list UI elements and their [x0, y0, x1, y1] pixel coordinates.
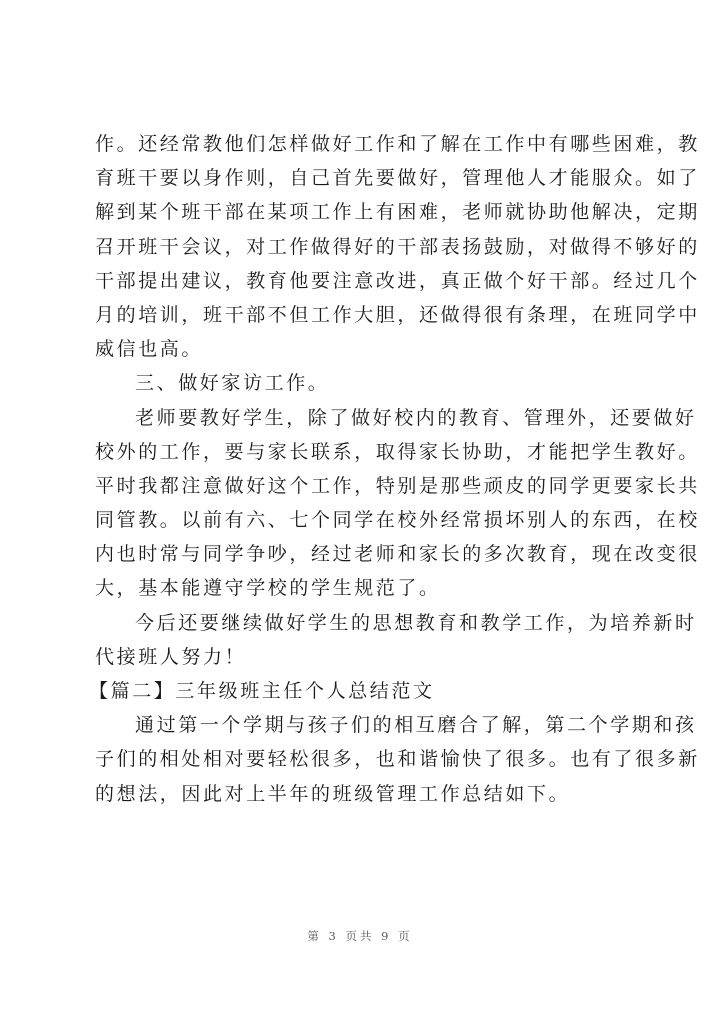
text-line: 威信也高。 [95, 338, 204, 361]
text-line: 育班干要以身作则，自己首先要做好，管理他人才能服众。如了 [95, 167, 700, 190]
text-line: 代接班人努力！ [95, 645, 247, 668]
text-line: 月的培训，班干部不但工作大胆，还做得很有条理，在班同学中 [95, 303, 700, 326]
paragraph-start-line: 通过第一个学期与孩子们的相互磨合了解，第二个学期和孩 [135, 714, 697, 737]
text-line: 解到某个班干部在某项工作上有困难，老师就协助他解决，定期 [95, 201, 700, 224]
text-line: 校外的工作，要与家长联系，取得家长协助，才能把学生教好。 [95, 440, 700, 463]
text-line: 干部提出建议，教育他要注意改进，真正做个好干部。经过几个 [95, 269, 700, 292]
text-line: 作。还经常教他们怎样做好工作和了解在工作中有哪些困难，教 [95, 133, 700, 155]
text-line: 子们的相处相对要轻松很多，也和谐愉快了很多。也有了很多新 [95, 748, 700, 771]
text-line: 的想法，因此对上半年的班级管理工作总结如下。 [95, 782, 571, 805]
article-title: 【篇二】三年级班主任个人总结范文 [89, 680, 435, 702]
text-line: 大，基本能遵守学校的学生规范了。 [95, 577, 441, 600]
text-line: 平时我都注意做好这个工作，特别是那些顽皮的同学更要家长共 [95, 474, 700, 497]
text-line: 同管教。以前有六、七个同学在校外经常损坏别人的东西，在校 [95, 509, 700, 532]
paragraph-start-line: 今后还要继续做好学生的思想教育和教学工作，为培养新时 [135, 611, 697, 634]
text-line: 内也时常与同学争吵，经过老师和家长的多次教育，现在改变很 [95, 543, 700, 566]
document-body [89, 127, 700, 811]
paragraph-start-line: 老师要教好学生，除了做好校内的教育、管理外，还要做好 [135, 406, 697, 429]
text-line: 召开班干会议，对工作做得好的干部表扬鼓励，对做得不够好的 [95, 235, 700, 258]
section-heading: 三、做好家访工作。 [135, 372, 330, 395]
page-number-footer: 第 3 页共 9 页 [307, 929, 413, 943]
